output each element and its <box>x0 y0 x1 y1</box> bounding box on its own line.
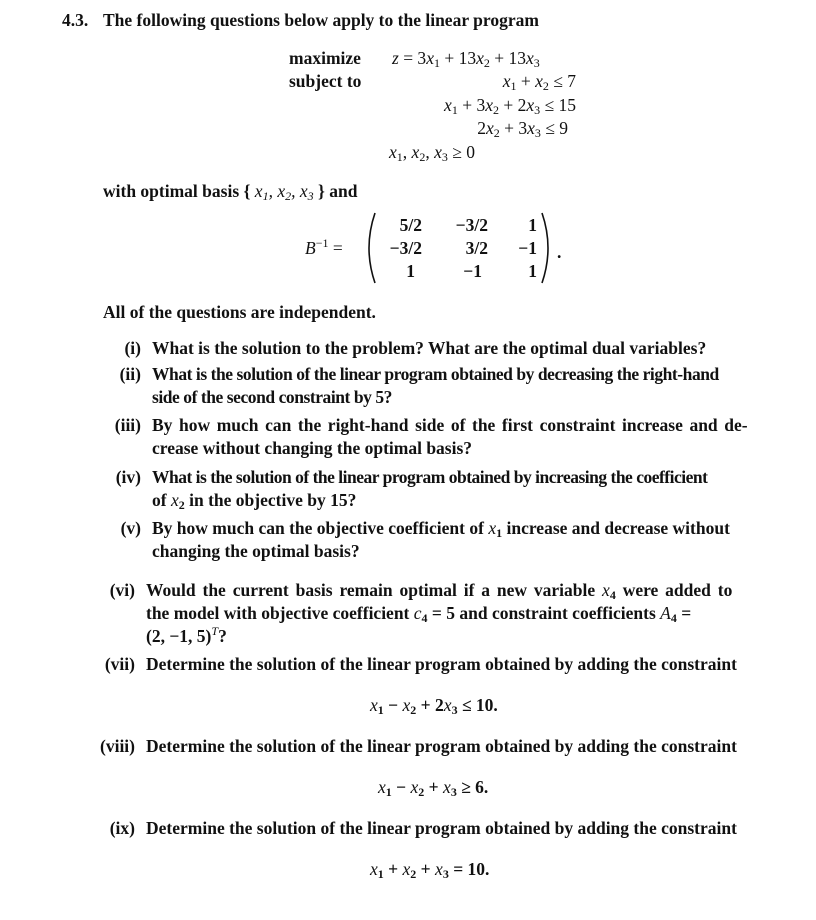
question-number: (ii) <box>119 364 141 384</box>
question-text: Determine the solution of the linear program obtained by adding the constraint <box>146 654 737 674</box>
binv-cell: 5/2 <box>399 215 422 235</box>
objective-function: $z = 3x_1 + 13x_2 + 13x_3$ <box>392 48 540 70</box>
question-text: Would the current basis remain optimal if a new variable $x_4$ were added to the model with objective coefficient $c_4 = 5$ and constraint coefficients $A_4$ = (2, −1, 5)$^T$? <box>146 580 733 646</box>
question-text: What is the solution of the linear program obtained by increasing the coefficient of $x_2$ in the objective by 15? <box>152 467 708 512</box>
binv-cell: 1 <box>406 261 415 281</box>
question-number: (vi) <box>109 580 135 600</box>
constraint-2: $x_1 + 3x_2 + 2x_3 \le 15$ <box>444 95 576 117</box>
binv-cell: −3/2 <box>455 215 488 235</box>
question-equation: $x_1 - x_2 + x_3 \ge 6$. <box>378 777 489 799</box>
question-text: By how much can the right-hand side of the first constraint increase and de- crease without changing the optimal basis? <box>152 415 748 458</box>
matrix-right-paren <box>540 211 556 285</box>
subject-to-label: subject to <box>289 71 362 91</box>
independent-note: All of the questions are independent. <box>103 302 376 322</box>
question-number: (viii) <box>100 736 135 756</box>
question-equation: $x_1 - x_2 + 2x_3 \le 10$. <box>370 695 498 717</box>
maximize-label: maximize <box>289 48 361 68</box>
binv-cell: 1 <box>528 215 537 235</box>
question-text: What is the solution of the linear program obtained by decreasing the right-hand side of the second constraint by 5? <box>152 364 719 407</box>
question-text: Determine the solution of the linear program obtained by adding the constraint <box>146 818 737 838</box>
constraint-1: $x_1 + x_2 \le 7$ <box>502 71 576 93</box>
constraint-3: $2x_2 + 3x_3 \le 9$ <box>477 118 568 140</box>
nonnegativity-constraint: $x_1$, $x_2$, $x_3 \ge 0$ <box>389 142 475 164</box>
question-number: (iv) <box>115 467 141 487</box>
question-equation: $x_1 + x_2 + x_3 = 10$. <box>370 859 490 881</box>
question-number: (vii) <box>104 654 135 674</box>
matrix-period: . <box>557 242 562 262</box>
question-number: (i) <box>124 338 141 358</box>
binv-cell: −1 <box>463 261 482 281</box>
question-text: By how much can the objective coefficient of $x_1$ increase and decrease without changing the optimal basis? <box>152 518 730 561</box>
basis-text: with optimal basis { $x_1$, $x_2$, $x_3$ } and <box>103 181 358 203</box>
question-number: (ix) <box>109 818 135 838</box>
binv-cell: −3/2 <box>389 238 422 258</box>
question-text: What is the solution to the problem? What are the optimal dual variables? <box>152 338 707 358</box>
binv-cell: 3/2 <box>465 238 488 258</box>
question-text: Determine the solution of the linear program obtained by adding the constraint <box>146 736 737 756</box>
question-number: (iii) <box>114 415 141 435</box>
problem-intro: The following questions below apply to the linear program <box>103 10 539 30</box>
binv-label: $B^{-1}$ = <box>305 236 343 258</box>
problem-number: 4.3. <box>62 10 89 30</box>
binv-cell: −1 <box>518 238 537 258</box>
question-number: (v) <box>120 518 141 538</box>
binv-cell: 1 <box>528 261 537 281</box>
